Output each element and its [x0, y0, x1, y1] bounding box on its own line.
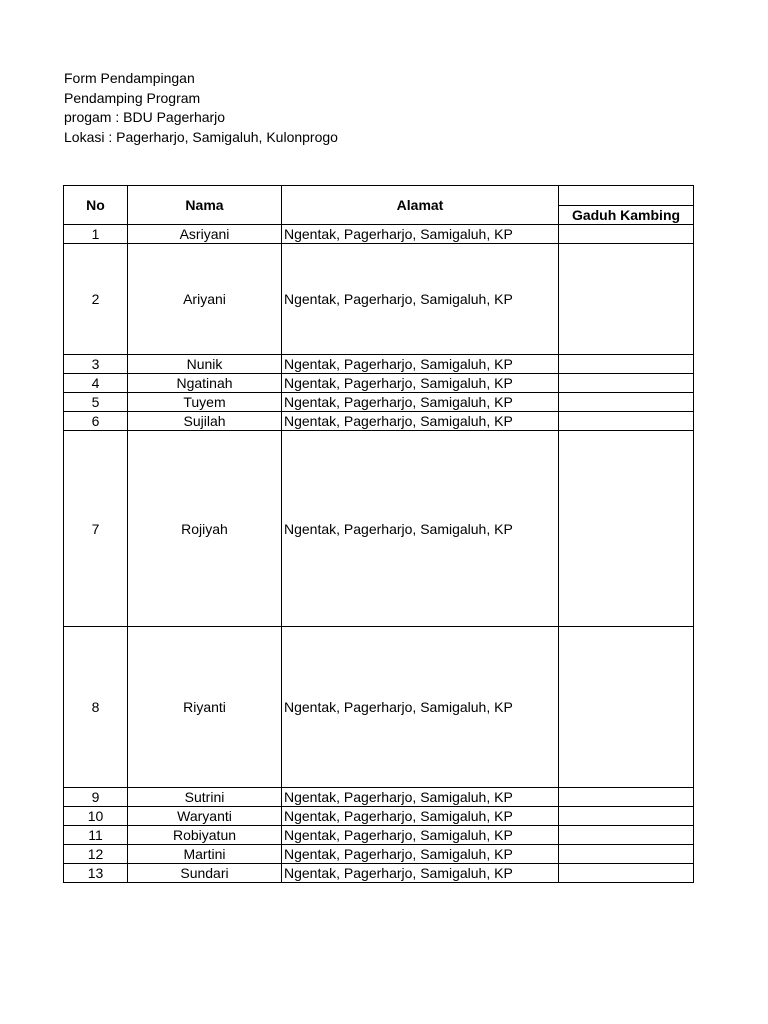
- row-no: 9: [64, 788, 128, 807]
- row-gaduh-kambing: [559, 826, 694, 845]
- row-no: 10: [64, 807, 128, 826]
- table-row: [64, 412, 694, 431]
- row-no: 2: [64, 244, 128, 355]
- row-no: 3: [64, 355, 128, 374]
- location: Lokasi : Pagerharjo, Samigaluh, Kulonprogo: [64, 128, 338, 145]
- program-name: progam : BDU Pagerharjo: [64, 109, 226, 125]
- row-no: 6: [64, 412, 128, 431]
- program-role: Pendamping Program: [64, 89, 201, 106]
- row-gaduh-kambing: [559, 431, 694, 627]
- row-nama: Asriyani: [128, 225, 282, 244]
- participant-table: [63, 185, 694, 883]
- table-row: [64, 374, 694, 393]
- row-nama: Sujilah: [128, 412, 282, 431]
- row-alamat: Ngentak, Pagerharjo, Samigaluh, KP: [282, 355, 559, 374]
- row-no: 1: [64, 225, 128, 244]
- form-header: [64, 69, 338, 147]
- row-alamat: Ngentak, Pagerharjo, Samigaluh, KP: [282, 627, 559, 788]
- header-extra-top: [559, 186, 694, 206]
- row-gaduh-kambing: [559, 393, 694, 412]
- row-gaduh-kambing: [559, 807, 694, 826]
- row-nama: Ngatinah: [128, 374, 282, 393]
- table-row: [64, 826, 694, 845]
- row-gaduh-kambing: [559, 355, 694, 374]
- row-alamat: Ngentak, Pagerharjo, Samigaluh, KP: [282, 864, 559, 883]
- row-no: 12: [64, 845, 128, 864]
- row-no: 13: [64, 864, 128, 883]
- row-nama: Rojiyah: [128, 431, 282, 627]
- row-alamat: Ngentak, Pagerharjo, Samigaluh, KP: [282, 788, 559, 807]
- row-alamat: Ngentak, Pagerharjo, Samigaluh, KP: [282, 431, 559, 627]
- row-alamat: Ngentak, Pagerharjo, Samigaluh, KP: [282, 845, 559, 864]
- row-no: 8: [64, 627, 128, 788]
- row-gaduh-kambing: [559, 788, 694, 807]
- row-alamat: Ngentak, Pagerharjo, Samigaluh, KP: [282, 412, 559, 431]
- row-nama: Sutrini: [128, 788, 282, 807]
- row-no: 4: [64, 374, 128, 393]
- row-gaduh-kambing: [559, 225, 694, 244]
- row-no: 11: [64, 826, 128, 845]
- table-row: [64, 845, 694, 864]
- row-nama: Sundari: [128, 864, 282, 883]
- header-no: No: [64, 186, 128, 225]
- row-nama: Waryanti: [128, 807, 282, 826]
- header-gaduh-kambing: Gaduh Kambing: [559, 206, 694, 225]
- row-gaduh-kambing: [559, 845, 694, 864]
- table-row: [64, 244, 694, 355]
- row-nama: Ariyani: [128, 244, 282, 355]
- table-row: [64, 788, 694, 807]
- row-no: 5: [64, 393, 128, 412]
- table-row: [64, 355, 694, 374]
- table-row: [64, 393, 694, 412]
- row-nama: Martini: [128, 845, 282, 864]
- row-nama: Nunik: [128, 355, 282, 374]
- row-alamat: Ngentak, Pagerharjo, Samigaluh, KP: [282, 225, 559, 244]
- row-nama: Robiyatun: [128, 826, 282, 845]
- row-alamat: Ngentak, Pagerharjo, Samigaluh, KP: [282, 393, 559, 412]
- row-nama: Riyanti: [128, 627, 282, 788]
- row-gaduh-kambing: [559, 627, 694, 788]
- table-row: [64, 225, 694, 244]
- row-gaduh-kambing: [559, 864, 694, 883]
- header-nama: Nama: [128, 186, 282, 225]
- row-alamat: Ngentak, Pagerharjo, Samigaluh, KP: [282, 807, 559, 826]
- row-alamat: Ngentak, Pagerharjo, Samigaluh, KP: [282, 244, 559, 355]
- table-row: [64, 864, 694, 883]
- table-row: [64, 807, 694, 826]
- row-no: 7: [64, 431, 128, 627]
- row-nama: Tuyem: [128, 393, 282, 412]
- table-row: [64, 431, 694, 627]
- table-row: [64, 627, 694, 788]
- row-alamat: Ngentak, Pagerharjo, Samigaluh, KP: [282, 374, 559, 393]
- header-alamat: Alamat: [282, 186, 559, 225]
- row-gaduh-kambing: [559, 244, 694, 355]
- row-alamat: Ngentak, Pagerharjo, Samigaluh, KP: [282, 826, 559, 845]
- row-gaduh-kambing: [559, 412, 694, 431]
- row-gaduh-kambing: [559, 374, 694, 393]
- form-title: Form Pendampingan: [64, 70, 195, 86]
